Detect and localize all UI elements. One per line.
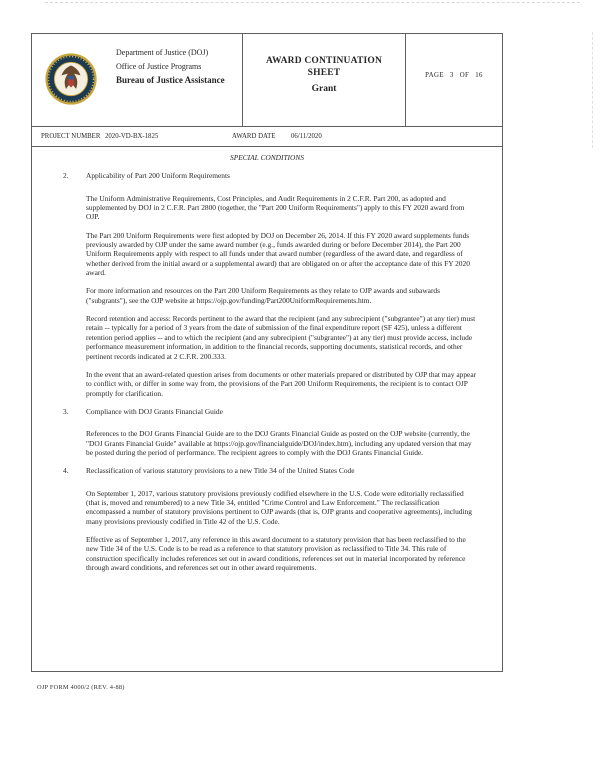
item-heading: Reclassification of various statutory provisions to a new Title 34 of the United States Code — [86, 466, 355, 476]
item-paragraph: Effective as of September 1, 2017, any reference in this award document to a statutory provision that has been reclassified to the new Title 34 of the U.S. Code is to be read as a reference to that statutory provision as reclassified to Title 34. This rule of construction specifically includes references set out in award conditions, references set out in material incorporated by reference through award conditions, and references set out in other award requirements. — [86, 534, 466, 572]
scan-artifact-top-line — [45, 2, 580, 3]
agency-line: Department of Justice (DOJ) — [116, 48, 209, 57]
document-subtitle: Grant — [311, 84, 337, 94]
page-number: 3 — [449, 72, 454, 79]
agency-cell — [32, 34, 243, 126]
special-conditions-section — [32, 147, 502, 672]
item-heading: Compliance with DOJ Grants Financial Guide — [86, 406, 223, 416]
item-paragraph: The Uniform Administrative Requirements, Cost Principles, and Audit Requirements in 2 C.F.R. Part 200, as adopted and supplemented by DOJ in 2 C.F.R. Part 2800 (together, the "Part 200 Uniform Requirements") apply to this FY 2020 award from OJP. — [86, 193, 465, 222]
condition-item-4 — [32, 466, 502, 572]
item-paragraph: For more information and resources on the Part 200 Uniform Requirements as they relate to OJP awards and subawards ("subgrants"), see the OJP website at https://ojp.gov/funding/Part200UniformRequirements.htm. — [86, 286, 440, 305]
item-paragraph: Record retention and access: Records pertinent to the award that the recipient (and any subrecipient ("subgrantee") at any tier) must retain -- typically for a period of 3 years from the date of submission of the final expenditure report (SF 425), unless a different retention period applies -- and to which the recipient (and any subrecipient ("subgrantee") at any tier) must provide access, include performance measurement information, in addition to the financial records, supporting documents, statistical records, and other pertinent records indicated at 2 C.F.R. 200.333. — [86, 314, 476, 361]
page-cell — [406, 34, 502, 126]
agency-line: Office of Justice Programs — [116, 61, 202, 71]
condition-item-2 — [32, 171, 502, 398]
document-title-line1: AWARD CONTINUATION — [265, 56, 383, 66]
project-number-value: 2020-VD-BX-1825 — [105, 133, 159, 140]
item-number: 3. — [63, 406, 69, 416]
award-continuation-document — [31, 33, 503, 672]
condition-item-3 — [32, 407, 502, 457]
award-date-value: 06/11/2020 — [291, 133, 322, 140]
scan-artifact-right-line — [592, 32, 593, 148]
bureau-name: Bureau of Justice Assistance — [116, 75, 225, 85]
doj-seal-icon — [44, 52, 98, 106]
of-label: OF — [459, 72, 470, 79]
item-paragraph: In the event that an award-related question arises from documents or other materials prepared or distributed by OJP that may appear to conflict with, or differ in some way from, the provisions of the Part 200 Uniform Requirements, the recipient is to contact OJP promptly for clarification. — [86, 369, 477, 398]
form-footer: OJP FORM 4000/2 (REV. 4-88) — [37, 684, 125, 691]
document-header — [32, 34, 502, 127]
item-number: 2. — [63, 171, 69, 181]
page-label: PAGE — [425, 72, 444, 79]
document-title-line2: SHEET — [307, 68, 341, 78]
award-date-label: AWARD DATE — [232, 133, 276, 140]
section-title: SPECIAL CONDITIONS — [230, 153, 304, 162]
project-number-label: PROJECT NUMBER — [41, 133, 101, 140]
item-heading: Applicability of Part 200 Uniform Requirements — [86, 171, 230, 181]
page-indicator — [406, 72, 502, 79]
agency-text — [116, 46, 225, 88]
item-paragraph: On September 1, 2017, various statutory provisions previously codified elsewhere in the U.S. Code were editorially reclassified (that is, moved and renumbered) to a new Title 34, entitled "Crime Control and Law Enforcement." The reclassification encompassed a number of statutory provisions pertinent to OJP awards (that is, OJP grants and cooperative agreements), including many provisions previously codified in Title 42 of the U.S. Code. — [86, 488, 472, 526]
page-total: 16 — [475, 72, 483, 79]
meta-row — [32, 127, 502, 147]
item-number: 4. — [63, 466, 69, 476]
item-paragraph: References to the DOJ Grants Financial Guide are to the DOJ Grants Financial Guide as posted on the OJP website (currently, the "DOJ Grants Financial Guide" available at https://ojp.gov/financialguide/DOJ/index.htm), including any updated version that may be posted during the period of performance. The recipient agrees to comply with the DOJ Grants Financial Guide. — [86, 429, 472, 457]
title-cell — [243, 34, 406, 126]
item-paragraph: The Part 200 Uniform Requirements were first adopted by DOJ on December 26, 2014. If this FY 2020 award supplements funds previously awarded by OJP under the same award number (e.g., funds awarded during or before December 2014), the Part 200 Uniform Requirements apply with respect to all funds under that award number (regardless of the award date, and regardless of whether derived from the initial award or a supplemental award) that are obligated on or after the acceptance date of this FY 2020 award. — [86, 230, 470, 278]
